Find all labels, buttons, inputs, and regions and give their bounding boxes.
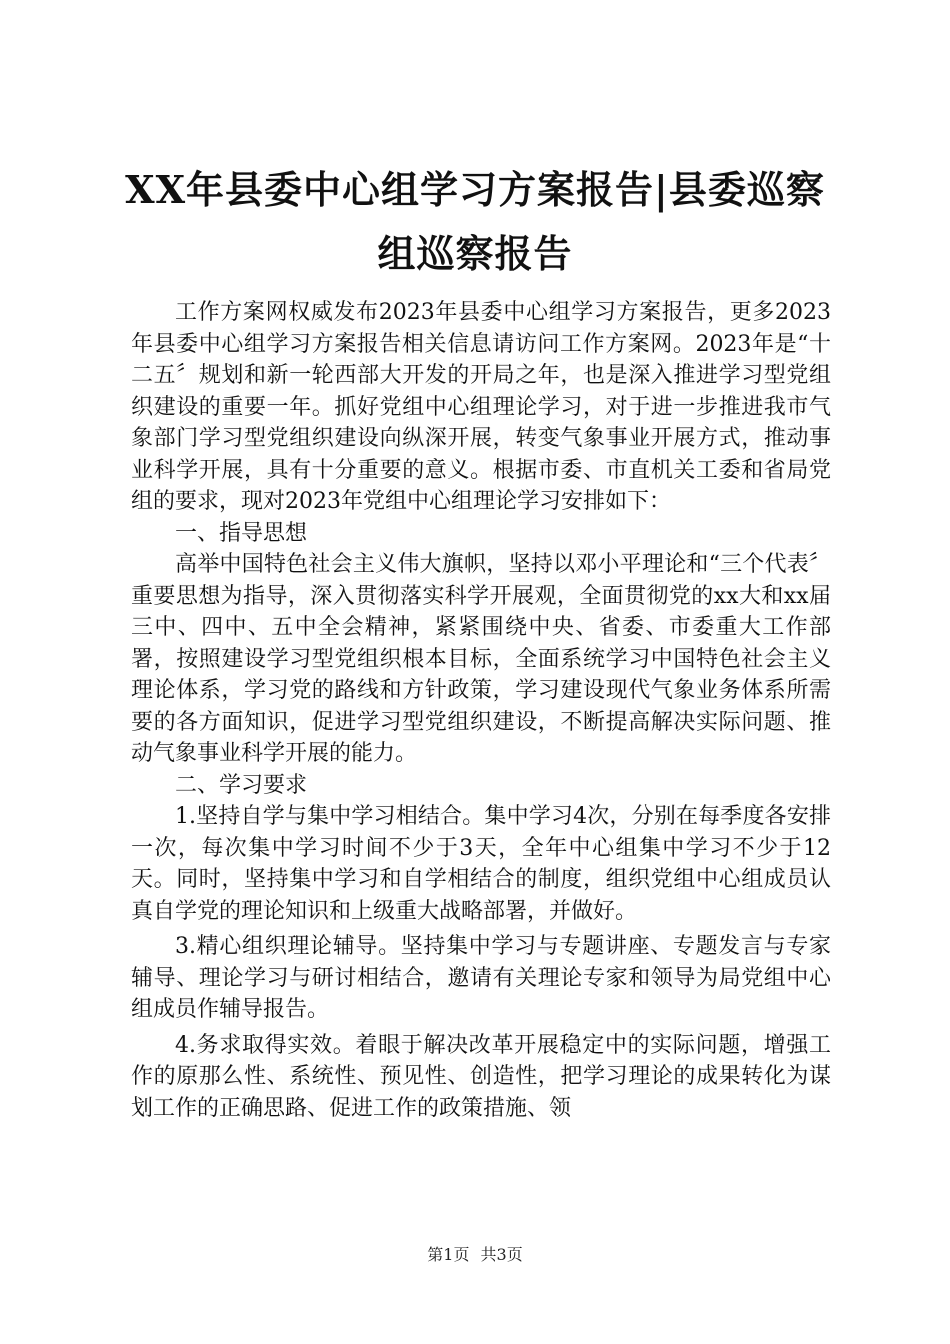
requirement-item-4: 4.务求取得实效。着眼于解决改革开展稳定中的实际问题，增强工作的原那么性、系统性、预见性、创造性，把学习理论的成果转化为谋划工作的正确思路、促进工作的政策措施、领: [131, 1032, 831, 1121]
page-total: 共3页: [480, 1245, 523, 1264]
requirement-item-3: 3.精心组织理论辅导。坚持集中学习与专题讲座、专题发言与专家辅导、理论学习与研讨相结合，邀请有关理论专家和领导为局党组中心组成员作辅导报告。: [131, 934, 831, 1022]
intro-paragraph: 工作方案网权威发布2023年县委中心组学习方案报告，更多2023年县委中心组学习方案报告相关信息请访问工作方案网。2023年是“十二五〞规划和新一轮西部大开发的开局之年，也是深入推进学习型党组织建设的重要一年。抓好党组中心组理论学习，对于进一步推进我市气象部门学习型党组织建设向纵深开展，转变气象事业开展方式，推动事业科学开展，具有十分重要的意义。根据市委、市直机关工委和省局党组的要求，现对2023年党组中心组理论学习安排如下：: [131, 300, 831, 514]
guiding-thought-paragraph: 高举中国特色社会主义伟大旗帜，坚持以邓小平理论和“三个代表〞重要思想为指导，深入贯彻落实科学开展观，全面贯彻党的xx大和xx届三中、四中、五中全会精神，紧紧围绕中央、省委、市委重大工作部署，按照建设学习型党组织根本目标，全面系统学习中国特色社会主义理论体系，学习党的路线和方针政策，学习建设现代气象业务体系所需要的各方面知识，促进学习型党组织建设，不断提高解决实际问题、推动气象事业科学开展的能力。: [131, 552, 831, 766]
page-footer: [0, 1242, 950, 1265]
document-body: [131, 297, 831, 1124]
section-heading-guiding-thought: 一、指导思想: [175, 520, 308, 546]
requirement-item-1: 1.坚持自学与集中学习相结合。集中学习4次，分别在每季度各安排一次，每次集中学习时间不少于3天，全年中心组集中学习不少于12天。同时，坚持集中学习和自学相结合的制度，组织党组中心组成员认真自学党的理论知识和上级重大战略部署，并做好。: [131, 804, 831, 924]
page-number: 第1页: [427, 1245, 470, 1264]
section-heading-study-requirements: 二、学习要求: [175, 772, 308, 798]
document-title: XX年县委中心组学习方案报告|县委巡察组巡察报告: [125, 167, 825, 276]
